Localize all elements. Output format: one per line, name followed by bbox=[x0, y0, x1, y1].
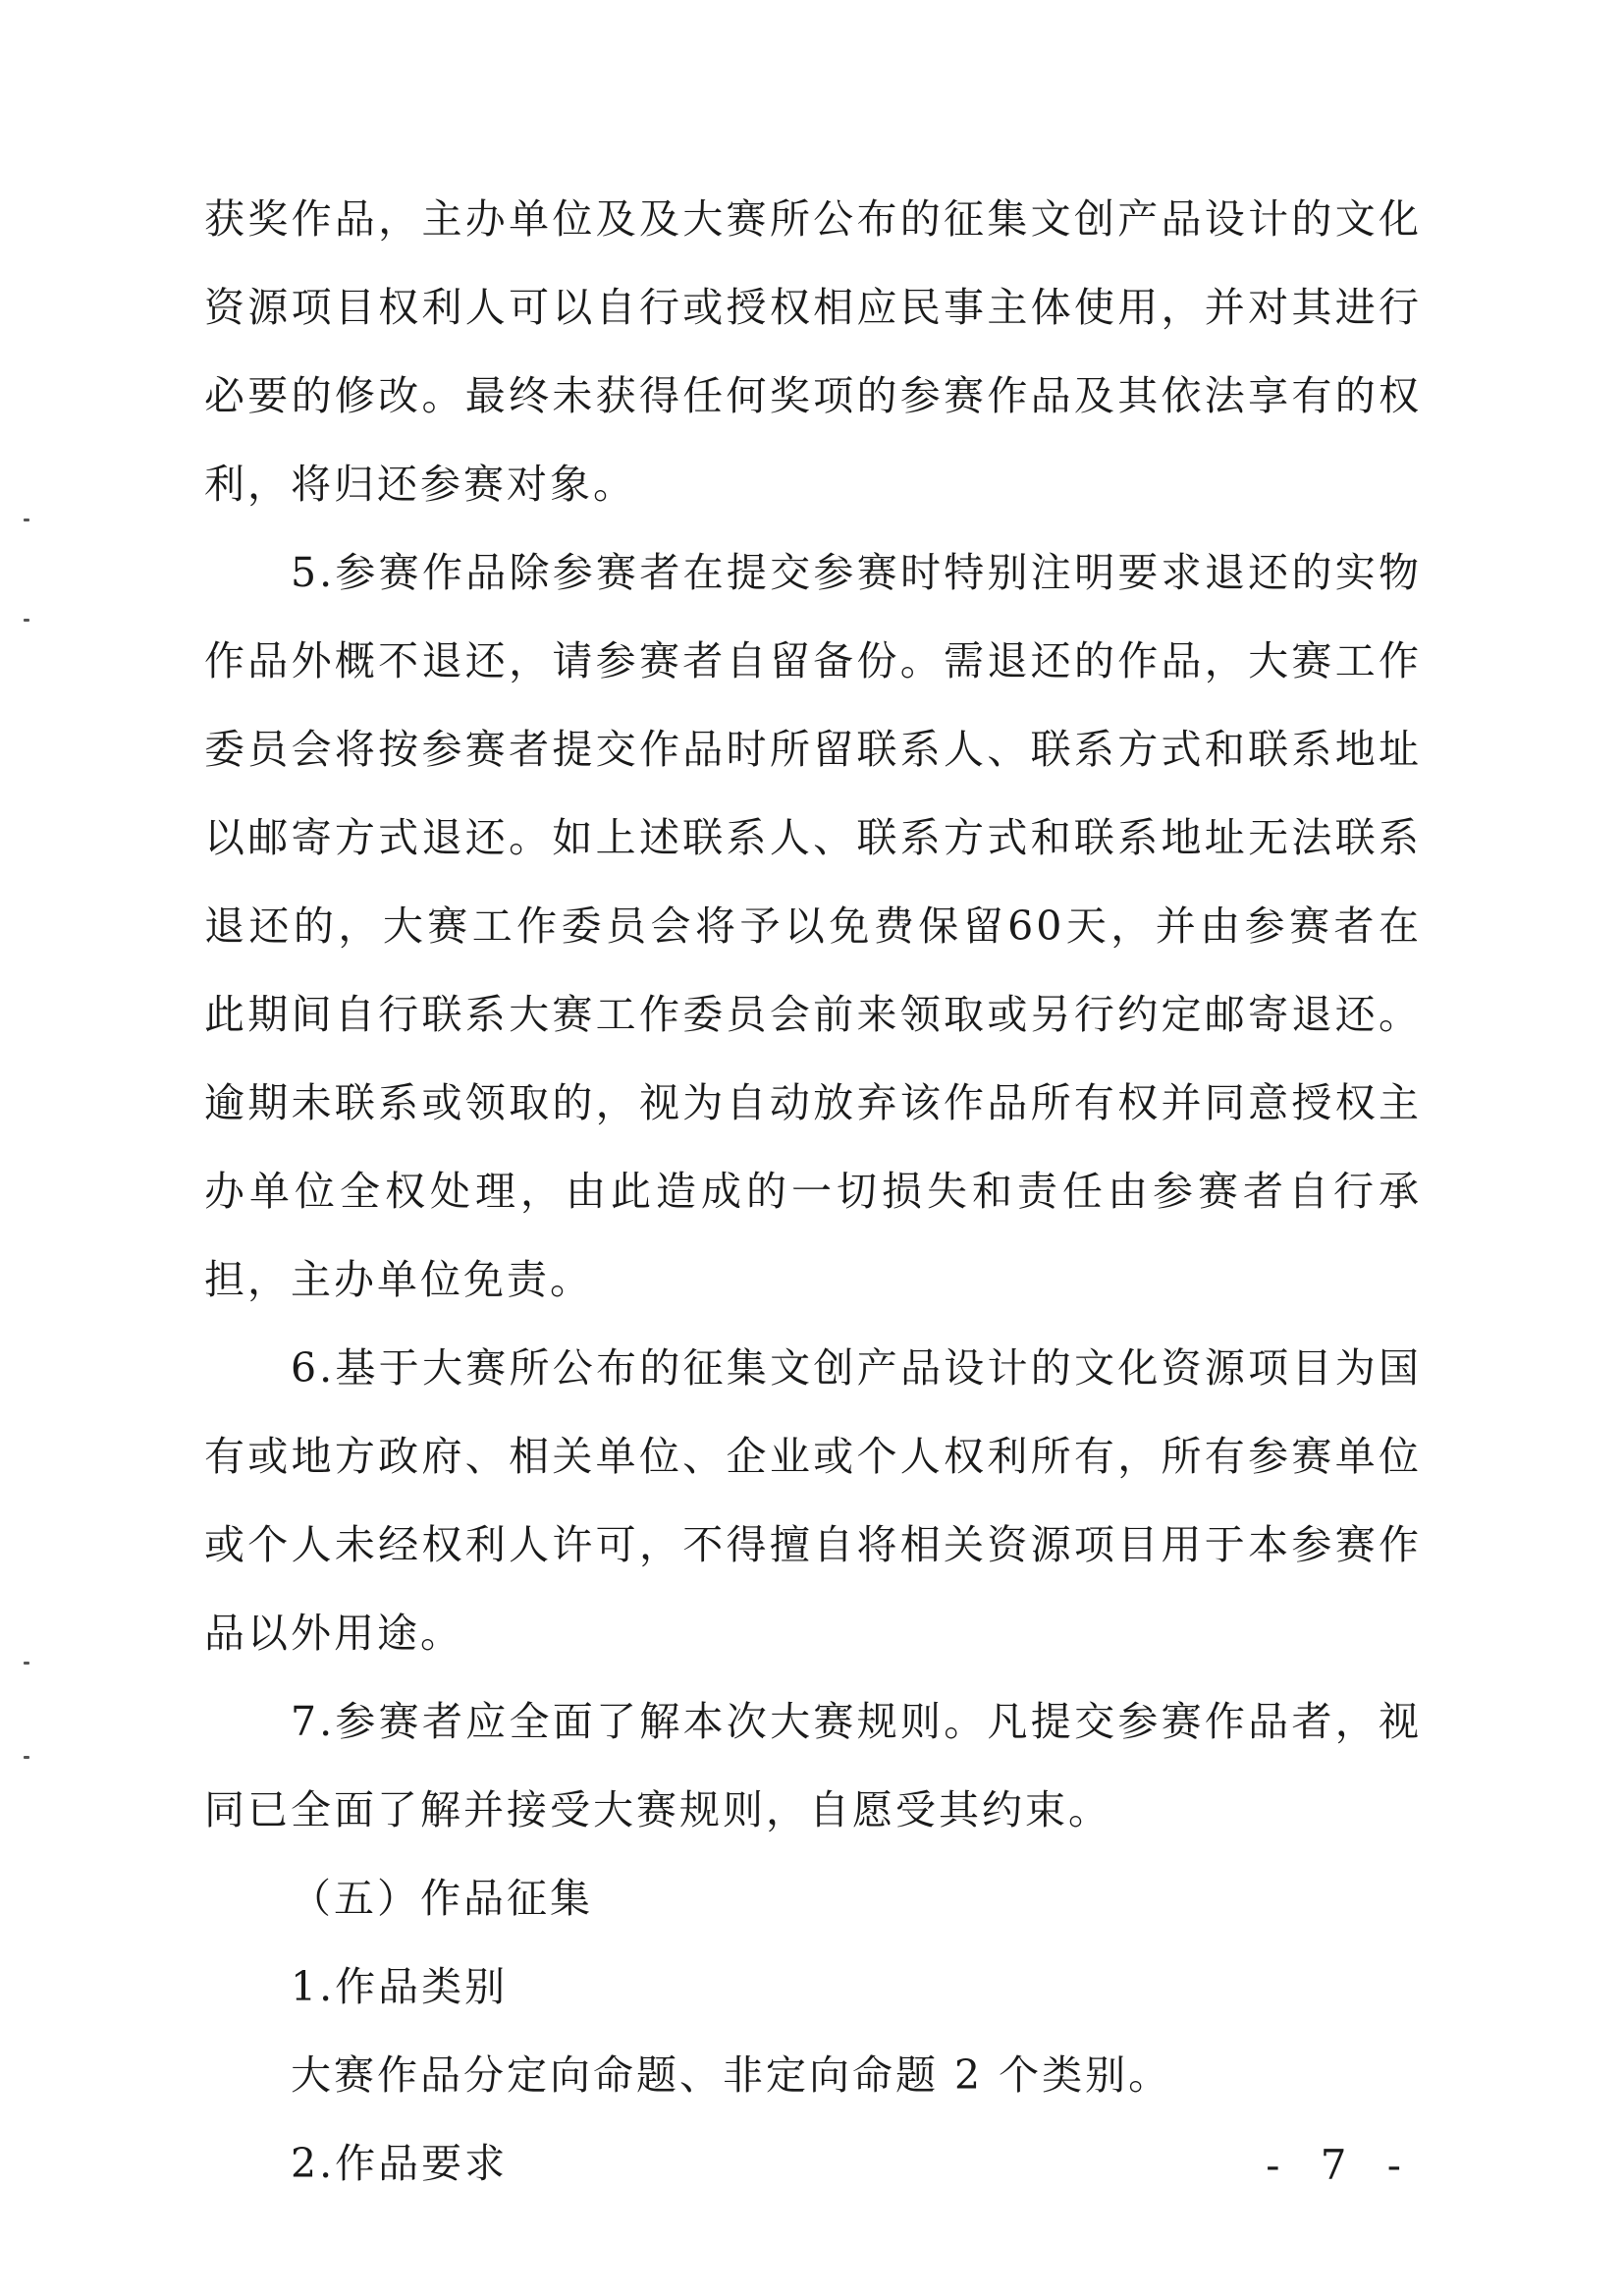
paragraph-item-6: 6.基于大赛所公布的征集文创产品设计的文化资源项目为国有或地方政府、相关单位、企业或个人权利所有，所有参赛单位或个人未经权利人许可，不得擅自将相关资源项目用于本参赛作品以外用途。 bbox=[204, 1344, 1422, 1657]
paragraph-category: 大赛作品分定向命题、非定向命题 2 个类别。 bbox=[291, 2051, 1172, 2099]
paragraph-item-7: 7.参赛者应全面了解本次大赛规则。凡提交参赛作品者，视同已全面了解并接受大赛规则，自愿受其约束。 bbox=[204, 1698, 1422, 1833]
body-text bbox=[204, 175, 1422, 2208]
subheading-category: 1.作品类别 bbox=[291, 1963, 509, 2010]
paragraph-item-5: 5.参赛作品除参赛者在提交参赛时特别注明要求退还的实物作品外概不退还，请参赛者自留备份。需退还的作品，大赛工作委员会将按参赛者提交作品时所留联系人、联系方式和联系地址以邮寄方式退还。如上述联系人、联系方式和联系地址无法联系退还的，大赛工作委员会将予以免费保留60天，并由参赛者在此期间自行联系大赛工作委员会前来领取或另行约定邮寄退还。逾期未联系或领取的，视为自动放弃该作品所有权并同意授权主办单位全权处理，由此造成的一切损失和责任由参赛者自行承担，主办单位免责。 bbox=[204, 549, 1422, 1303]
scan-speck bbox=[24, 519, 29, 521]
subheading-requirements: 2.作品要求 bbox=[291, 2140, 509, 2187]
section-heading: （五）作品征集 bbox=[291, 1875, 593, 1922]
paragraph-continuation: 获奖作品，主办单位及及大赛所公布的征集文创产品设计的文化资源项目权利人可以自行或授权相应民事主体使用，并对其进行必要的修改。最终未获得任何奖项的参赛作品及其依法享有的权利，将归还参赛对象。 bbox=[204, 195, 1422, 508]
scan-speck bbox=[24, 1756, 29, 1759]
scan-speck bbox=[24, 619, 29, 622]
scan-speck bbox=[24, 1662, 29, 1665]
page-number: - 7 - bbox=[1266, 2141, 1415, 2189]
